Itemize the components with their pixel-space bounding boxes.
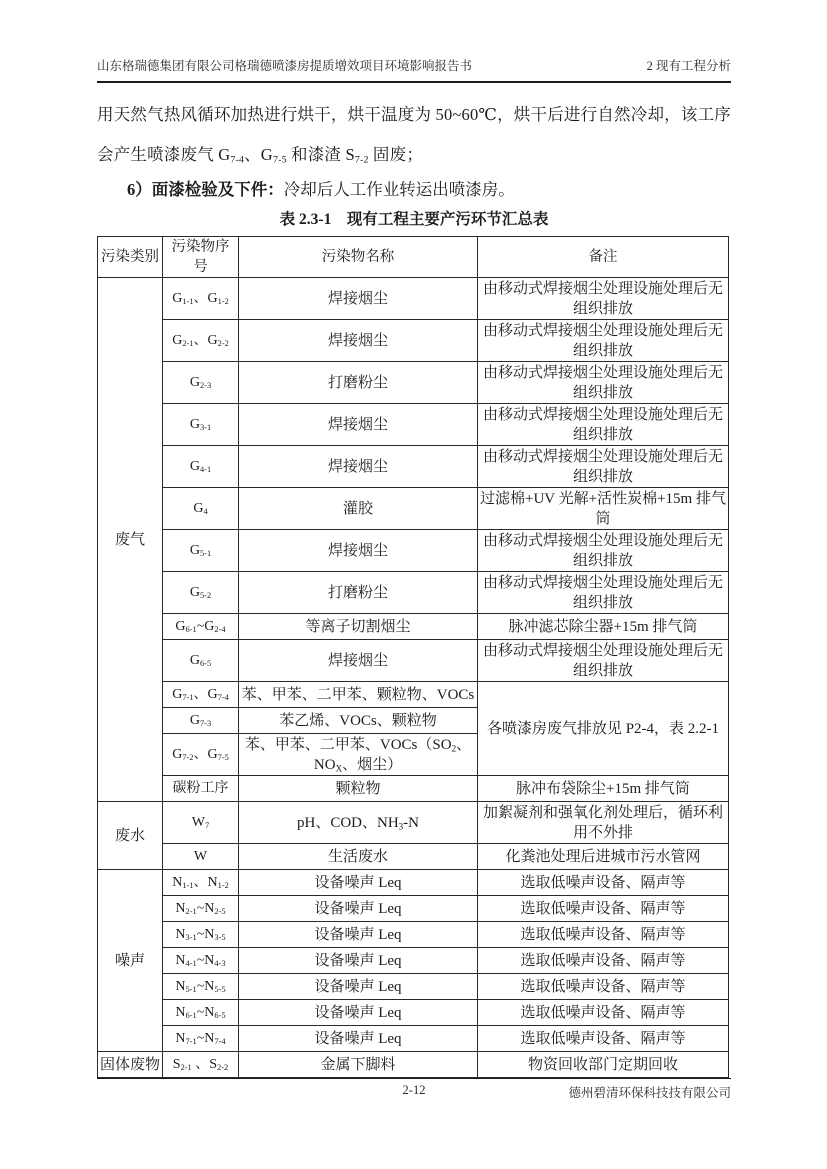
table-row — [98, 488, 729, 530]
column-header: 备注 — [478, 237, 729, 278]
pollutant-code-cell: $G_{7-1}$、$G_{7-4}$ — [163, 682, 239, 708]
pollutant-name-cell: 焊接烟尘 — [239, 278, 478, 320]
pollutant-name-cell: 生活废水 — [239, 844, 478, 870]
pollutant-code-cell: $N_{2-1}\sim N_{2-5}$ — [163, 896, 239, 922]
pollutant-code-cell: $G_{7-3}$ — [163, 708, 239, 734]
pollutant-code-cell: $N_{6-1}\sim N_{6-5}$ — [163, 1000, 239, 1026]
pollutant-code-cell: $G_{5-1}$ — [163, 530, 239, 572]
table-row — [98, 948, 729, 974]
category-cell: 噪声 — [98, 870, 163, 1052]
table-row — [98, 530, 729, 572]
pollutant-name-cell: 设备噪声 Leq — [239, 1026, 478, 1052]
category-cell: 固体废物 — [98, 1052, 163, 1078]
remark-cell: 加絮凝剂和强氧化剂处理后，循环利用不外排 — [478, 802, 729, 844]
remark-cell: 由移动式焊接烟尘处理设施处理后无组织排放 — [478, 640, 729, 682]
pollutant-name-cell: 灌胶 — [239, 488, 478, 530]
table-row — [98, 1052, 729, 1078]
pollutant-name-cell: 设备噪声 Leq — [239, 922, 478, 948]
pollutant-code-cell: $W_7$ — [163, 802, 239, 844]
remark-cell: 脉冲布袋除尘+15m 排气筒 — [478, 776, 729, 802]
pollutant-code-cell: $N_{1-1}$、$N_{1-2}$ — [163, 870, 239, 896]
table-row — [98, 870, 729, 896]
pollutant-name-cell: 设备噪声 Leq — [239, 896, 478, 922]
remark-cell: 选取低噪声设备、隔声等 — [478, 1026, 729, 1052]
table-row — [98, 776, 729, 802]
remark-cell: 选取低噪声设备、隔声等 — [478, 1000, 729, 1026]
remark-cell: 由移动式焊接烟尘处理设施处理后无组织排放 — [478, 572, 729, 614]
pollutant-name-cell: 颗粒物 — [239, 776, 478, 802]
remark-cell: 化粪池处理后进城市污水管网 — [478, 844, 729, 870]
remark-cell: 脉冲滤芯除尘器+15m 排气筒 — [478, 614, 729, 640]
pollutant-name-cell: 苯、甲苯、二甲苯、$VOCs(SO_2$、$NO_X$、烟尘） — [239, 734, 478, 776]
category-cell: 废水 — [98, 802, 163, 870]
header-report-title: 山东格瑞德集团有限公司格瑞德喷漆房提质增效项目环境影响报告书 — [97, 59, 473, 73]
list-item-6-text: 冷却后人工作业转运出喷漆房。 — [283, 180, 515, 199]
table-row — [98, 802, 729, 844]
pollutant-code-cell: $G_{7-2}$、$G_{7-5}$ — [163, 734, 239, 776]
pollutant-code-cell: $G_{6-1}\sim G_{2-4}$ — [163, 614, 239, 640]
remark-cell: 过滤棉+UV 光解+活性炭棉+15m 排气筒 — [478, 488, 729, 530]
pollutant-code-cell: $G_{5-2}$ — [163, 572, 239, 614]
table-row — [98, 974, 729, 1000]
list-item-6 — [97, 175, 731, 205]
pollutant-name-cell: 金属下脚料 — [239, 1052, 478, 1078]
pollutant-name-cell: 焊接烟尘 — [239, 446, 478, 488]
footer-page-number: 2-12 — [402, 1083, 426, 1097]
table-row — [98, 404, 729, 446]
pollutant-name-cell: 焊接烟尘 — [239, 530, 478, 572]
table-row — [98, 844, 729, 870]
table-row — [98, 362, 729, 404]
pollution-table-body — [98, 278, 729, 1078]
pollutant-name-cell: 打磨粉尘 — [239, 362, 478, 404]
pollutant-code-cell: $G_{2-3}$ — [163, 362, 239, 404]
pollutant-name-cell: 设备噪声 Leq — [239, 948, 478, 974]
pollutant-code-cell: $N_{3-1}\sim N_{3-5}$ — [163, 922, 239, 948]
pollutant-code-cell: W — [163, 844, 239, 870]
remark-cell: 物资回收部门定期回收 — [478, 1052, 729, 1078]
pollutant-name-cell: 设备噪声 Leq — [239, 974, 478, 1000]
pollutant-name-cell: 焊接烟尘 — [239, 320, 478, 362]
remark-cell: 由移动式焊接烟尘处理设施处理后无组织排放 — [478, 530, 729, 572]
category-cell: 废气 — [98, 278, 163, 802]
table-row — [98, 1026, 729, 1052]
table-row — [98, 614, 729, 640]
pollution-table — [97, 236, 729, 1078]
remark-cell: 选取低噪声设备、隔声等 — [478, 896, 729, 922]
remark-cell: 由移动式焊接烟尘处理设施处理后无组织排放 — [478, 278, 729, 320]
pollutant-code-cell: $G_4$ — [163, 488, 239, 530]
remark-cell: 各喷漆房废气排放见 P2-4，表 2.2-1 — [478, 682, 729, 776]
pollutant-code-cell: $N_{4-1}\sim N_{4-3}$ — [163, 948, 239, 974]
page-footer — [97, 1078, 731, 1098]
header-chapter: 2 现有工程分析 — [646, 59, 731, 73]
footer-company: 德州碧清环保科技技有限公司 — [568, 1086, 731, 1100]
column-header: 污染类别 — [98, 237, 163, 278]
pollutant-code-cell: $N_{7-1}\sim N_{7-4}$ — [163, 1026, 239, 1052]
page-body — [97, 95, 731, 1078]
pollution-table-head — [98, 237, 729, 278]
pollutant-name-cell: 设备噪声 Leq — [239, 1000, 478, 1026]
table-row — [98, 922, 729, 948]
page-header — [97, 58, 731, 83]
table-row — [98, 682, 729, 708]
pollutant-name-cell: 苯、甲苯、二甲苯、颗粒物、VOCs — [239, 682, 478, 708]
pollutant-name-cell: 焊接烟尘 — [239, 404, 478, 446]
remark-cell: 选取低噪声设备、隔声等 — [478, 870, 729, 896]
body-paragraph: 用天然气热风循环加热进行烘干，烘干温度为 50~60℃，烘干后进行自然冷却，该工序会产生喷漆废气 $G_{7-4}$、$G_{7-5}$ 和漆渣 $S_{7-2}$ 固废； — [97, 105, 731, 166]
remark-cell: 选取低噪声设备、隔声等 — [478, 948, 729, 974]
remark-cell: 选取低噪声设备、隔声等 — [478, 974, 729, 1000]
pollutant-code-cell: $G_{1-1}$、$G_{1-2}$ — [163, 278, 239, 320]
table-header-row — [98, 237, 729, 278]
pollutant-name-cell: 设备噪声 Leq — [239, 870, 478, 896]
pollutant-code-cell: $G_{2-1}$、$G_{2-2}$ — [163, 320, 239, 362]
remark-cell: 由移动式焊接烟尘处理设施处理后无组织排放 — [478, 362, 729, 404]
pollutant-code-cell: $N_{5-1}\sim N_{5-5}$ — [163, 974, 239, 1000]
remark-cell: 选取低噪声设备、隔声等 — [478, 922, 729, 948]
remark-cell: 由移动式焊接烟尘处理设施处理后无组织排放 — [478, 404, 729, 446]
table-title: 表 2.3-1 现有工程主要产污环节汇总表 — [279, 211, 549, 228]
remark-cell: 由移动式焊接烟尘处理设施处理后无组织排放 — [478, 320, 729, 362]
table-row — [98, 446, 729, 488]
column-header: 污染物序号 — [163, 237, 239, 278]
table-row — [98, 896, 729, 922]
pollutant-name-cell: pH、COD、$NH_3-N$ — [239, 802, 478, 844]
table-row — [98, 640, 729, 682]
table-row — [98, 278, 729, 320]
pollutant-code-cell: $G_{4-1}$ — [163, 446, 239, 488]
list-item-6-label: 6）面漆检验及下件： — [127, 180, 284, 199]
remark-cell: 由移动式焊接烟尘处理设施处理后无组织排放 — [478, 446, 729, 488]
column-header: 污染物名称 — [239, 237, 478, 278]
pollutant-code-cell: $S_{2-1}$ 、$S_{2-2}$ — [163, 1052, 239, 1078]
pollutant-name-cell: 焊接烟尘 — [239, 640, 478, 682]
table-row — [98, 572, 729, 614]
pollutant-name-cell: 等离子切割烟尘 — [239, 614, 478, 640]
pollutant-name-cell: 打磨粉尘 — [239, 572, 478, 614]
pollutant-code-cell: 碳粉工序 — [163, 776, 239, 802]
table-row — [98, 1000, 729, 1026]
table-row — [98, 320, 729, 362]
pollutant-code-cell: $G_{3-1}$ — [163, 404, 239, 446]
pollutant-name-cell: 苯乙烯、VOCs、颗粒物 — [239, 708, 478, 734]
pollutant-code-cell: $G_{6-5}$ — [163, 640, 239, 682]
